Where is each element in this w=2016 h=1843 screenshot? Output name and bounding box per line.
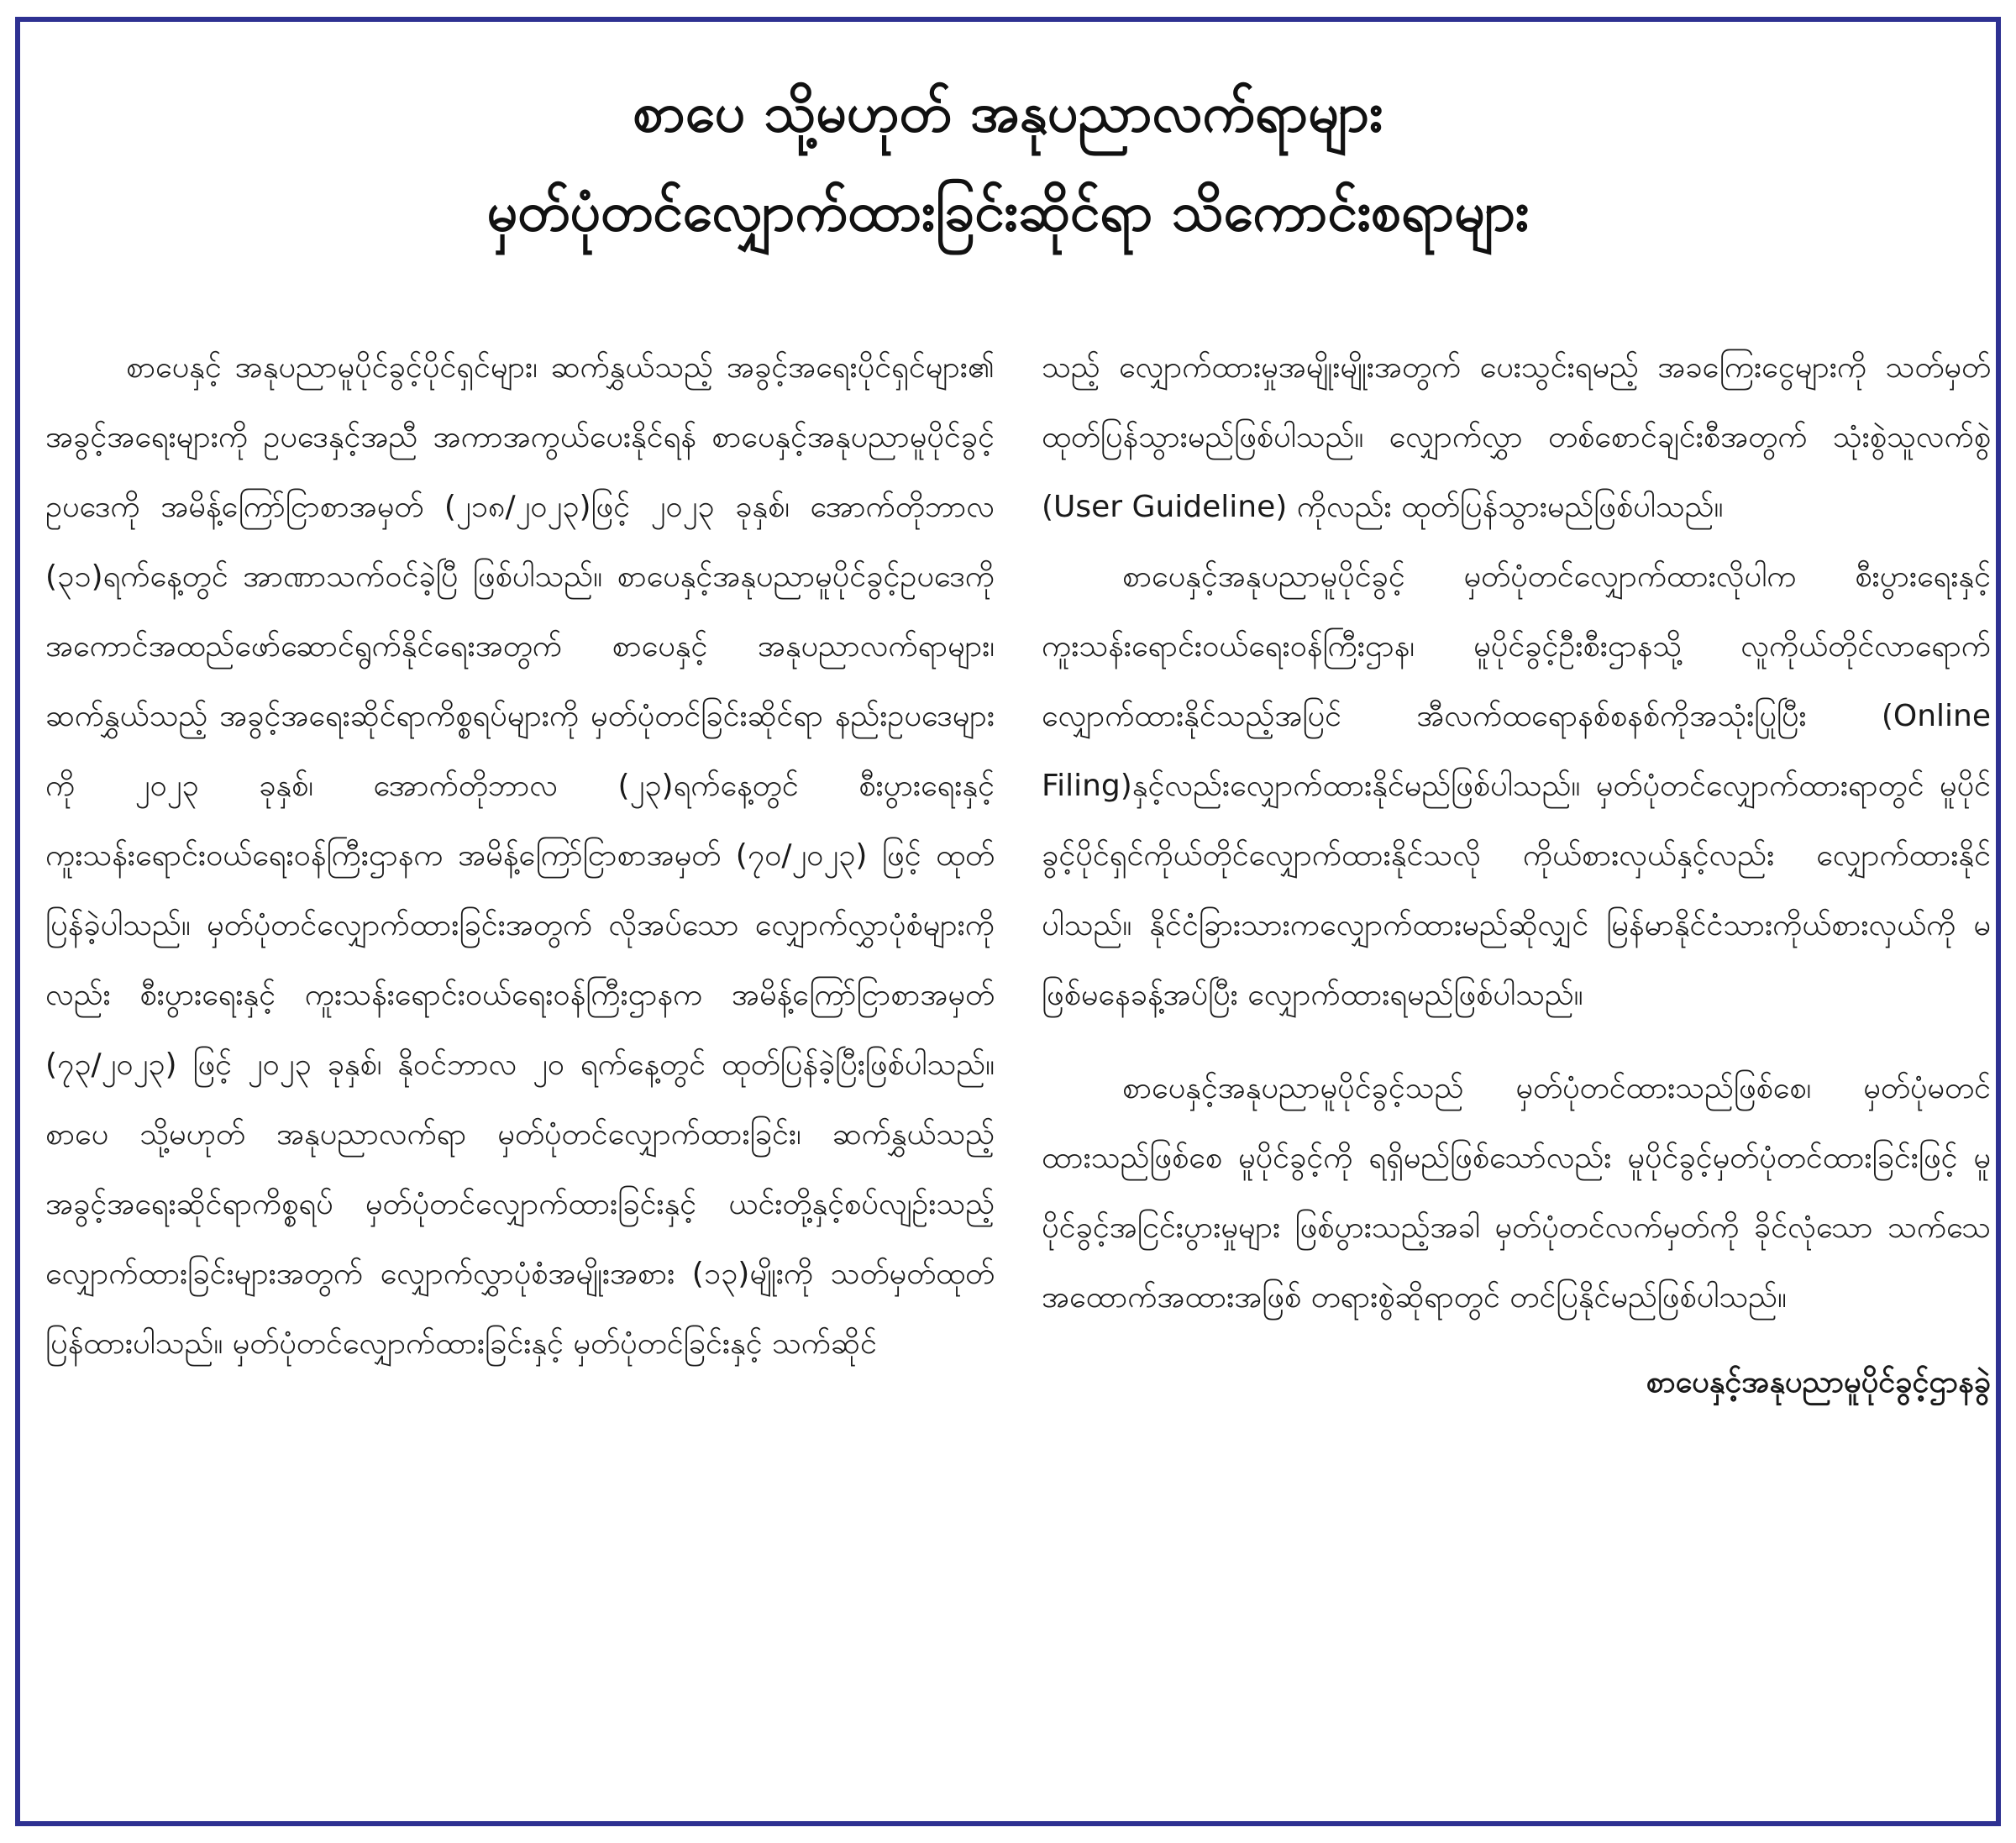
body-columns bbox=[45, 333, 1991, 1794]
right-paragraph-2: စာပေနှင့်အနုပညာမူပိုင်ခွင့် မှတ်ပုံတင်လျှောက်ထားလိုပါက စီးပွားရေးနှင့် ကူးသန်းရောင်းဝယ်ရေးဝန်ကြီးဌာန၊ မူပိုင်ခွင့်ဦးစီးဌာနသို့ လူကိုယ်တိုင်လာရောက် လျှောက်ထားနိုင်သည့်အပြင် အီလက်ထရောနစ်စနစ်ကိုအသုံးပြုပြီး (Online Filing)နှင့်လည်းလျှောက်ထားနိုင်မည်ဖြစ်ပါသည်။ မှတ်ပုံတင်လျှောက်ထားရာတွင် မူပိုင်ခွင့်ပိုင်ရှင်ကိုယ်တိုင်လျှောက်ထားနိုင်သလို ကိုယ်စားလှယ်နှင့်လည်း လျှောက်ထားနိုင်ပါသည်။ နိုင်ငံခြားသားကလျှောက်ထားမည်ဆိုလျှင် မြန်မာနိုင်ငံသားကိုယ်စားလှယ်ကို မဖြစ်မနေခန့်အပ်ပြီး လျှောက်ထားရမည်ဖြစ်ပါသည်။ bbox=[1042, 559, 1991, 1012]
department-signature: စာပေနှင့်အနုပညာမူပိုင်ခွင့်ဌာနခွဲ bbox=[1646, 1365, 1991, 1399]
right-paragraph-3: စာပေနှင့်အနုပညာမူပိုင်ခွင့်သည် မှတ်ပုံတင်ထားသည်ဖြစ်စေ၊ မှတ်ပုံမတင်ထားသည်ဖြစ်စေ မူပိုင်ခွင့်ကို ရရှိမည်ဖြစ်သော်လည်း မူပိုင်ခွင့်မှတ်ပုံတင်ထားခြင်းဖြင့် မူပိုင်ခွင့်အငြင်းပွားမှုများ ဖြစ်ပွားသည့်အခါ မှတ်ပုံတင်လက်မှတ်ကို ခိုင်လုံသော သက်သေအထောက်အထားအဖြစ် တရားစွဲဆိုရာတွင် တင်ပြနိုင်မည်ဖြစ်ပါသည်။ bbox=[1042, 1071, 1991, 1315]
right-paragraph-1: သည့် လျှောက်ထားမှုအမျိုးမျိုးအတွက် ပေးသွင်းရမည့် အခကြေးငွေများကို သတ်မှတ်ထုတ်ပြန်သွားမည်ဖြစ်ပါသည်။ လျှောက်လွှာ တစ်စောင်ချင်းစီအတွက် သုံးစွဲသူလက်စွဲ (User Guideline) ကိုလည်း ထုတ်ပြန်သွားမည်ဖြစ်ပါသည်။ bbox=[1042, 350, 1991, 524]
left-column bbox=[45, 333, 995, 1794]
left-paragraph-1: စာပေနှင့် အနုပညာမူပိုင်ခွင့်ပိုင်ရှင်များ၊ ဆက်နွှယ်သည့် အခွင့်အရေးပိုင်ရှင်များ၏ အခွင့်အရေးများကို ဥပဒေနှင့်အညီ အကာအကွယ်ပေးနိုင်ရန် စာပေနှင့်အနုပညာမူပိုင်ခွင့်ဥပဒေကို အမိန့်ကြော်ငြာစာအမှတ် (၂၁၈/၂၀၂၃)ဖြင့် ၂၀၂၃ ခုနှစ်၊ အောက်တိုဘာလ (၃၁)ရက်နေ့တွင် အာဏာသက်ဝင်ခဲ့ပြီ ဖြစ်ပါသည်။ စာပေနှင့်အနုပညာမူပိုင်ခွင့်ဥပဒေကို အကောင်အထည်ဖော်ဆောင်ရွက်နိုင်ရေးအတွက် စာပေနှင့် အနုပညာလက်ရာများ၊ ဆက်နွှယ်သည့် အခွင့်အရေးဆိုင်ရာကိစ္စရပ်များကို မှတ်ပုံတင်ခြင်းဆိုင်ရာ နည်းဥပဒေများကို ၂၀၂၃ ခုနှစ်၊ အောက်တိုဘာလ (၂၃)ရက်နေ့တွင် စီးပွားရေးနှင့် ကူးသန်းရောင်းဝယ်ရေးဝန်ကြီးဌာနက အမိန့်ကြော်ငြာစာအမှတ် (၇၀/၂၀၂၃) ဖြင့် ထုတ်ပြန်ခဲ့ပါသည်။ မှတ်ပုံတင်လျှောက်ထားခြင်းအတွက် လိုအပ်သော လျှောက်လွှာပုံစံများကိုလည်း စီးပွားရေးနှင့် ကူးသန်းရောင်းဝယ်ရေးဝန်ကြီးဌာနက အမိန့်ကြော်ငြာစာအမှတ် (၇၃/၂၀၂၃) ဖြင့် ၂၀၂၃ ခုနှစ်၊ နိုဝင်ဘာလ ၂၀ ရက်နေ့တွင် ထုတ်ပြန်ခဲ့ပြီးဖြစ်ပါသည်။ စာပေ သို့မဟုတ် အနုပညာလက်ရာ မှတ်ပုံတင်လျှောက်ထားခြင်း၊ ဆက်နွှယ်သည့်အခွင့်အရေးဆိုင်ရာကိစ္စရပ် မှတ်ပုံတင်လျှောက်ထားခြင်းနှင့် ယင်းတို့နှင့်စပ်လျဉ်းသည့် လျှောက်ထားခြင်းများအတွက် လျှောက်လွှာပုံစံအမျိုးအစား (၁၃)မျိုးကို သတ်မှတ်ထုတ်ပြန်ထားပါသည်။ မှတ်ပုံတင်လျှောက်ထားခြင်းနှင့် မှတ်ပုံတင်ခြင်းနှင့် သက်ဆိုင် bbox=[45, 350, 995, 1361]
notice-frame bbox=[15, 17, 2001, 1826]
title-line-2: မှတ်ပုံတင်လျှောက်ထားခြင်းဆိုင်ရာ သိကောင်းစရာများ bbox=[486, 181, 1530, 244]
title-line-1: စာပေ သို့မဟုတ် အနုပညာလက်ရာများ bbox=[633, 82, 1383, 144]
notice-title bbox=[20, 64, 1996, 262]
right-column bbox=[1042, 333, 1991, 1794]
